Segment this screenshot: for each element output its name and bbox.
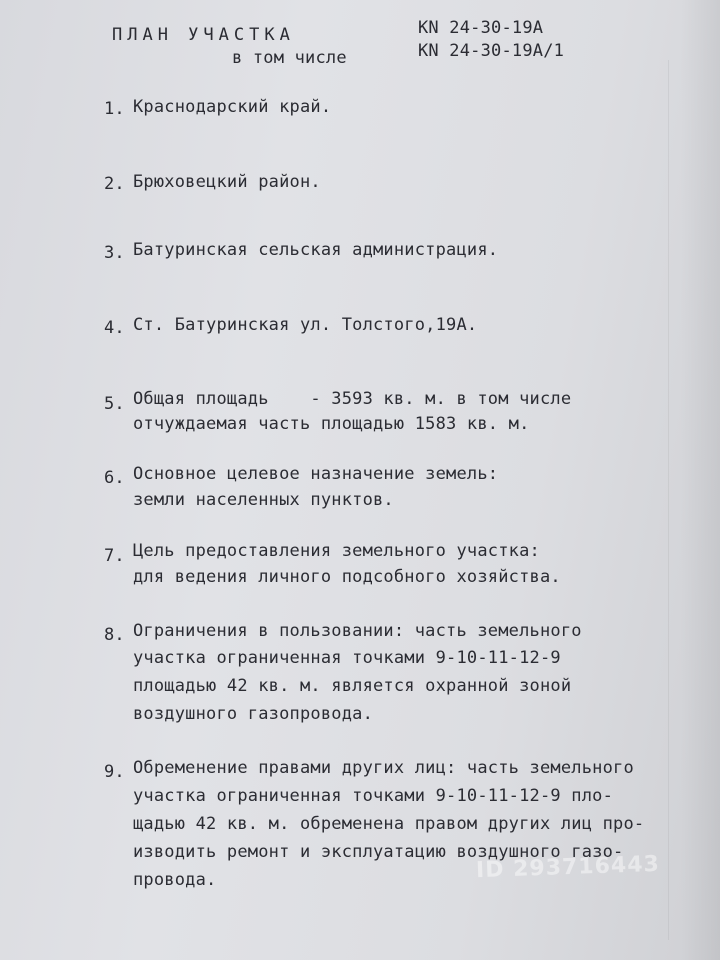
item-8-line-3: площадью 42 кв. м. является охранной зоной (133, 676, 572, 696)
item-8-line-2: участка ограниченная точками 9-10-11-12-9 (133, 648, 561, 668)
item-5-number: 5. (104, 394, 125, 414)
item-9-line-5: провода. (133, 870, 217, 890)
item-9-line-1: Обременение правами других лиц: часть земельного (133, 758, 634, 778)
item-9-line-2: участка ограниченная точками 9-10-11-12-9 пло- (133, 786, 614, 806)
item-3-number: 3. (104, 243, 125, 263)
item-3-line-1: Батуринская сельская администрация. (133, 240, 499, 260)
item-9-line-3: щадью 42 кв. м. обременена правом других лиц про- (133, 814, 645, 834)
item-7-line-1: Цель предоставления земельного участка: (133, 541, 540, 561)
document-title: ПЛАН УЧАСТКА (112, 25, 295, 45)
item-8-line-4: воздушного газопровода. (133, 704, 374, 724)
item-2-line-1: Брюховецкий район. (133, 172, 321, 192)
item-9-number: 9. (104, 762, 125, 782)
watermark: ID 293716443 (475, 851, 661, 884)
item-6-line-2: земли населенных пунктов. (133, 490, 394, 510)
item-5-line-1: Общая площадь - 3593 кв. м. в том числе (133, 389, 572, 409)
page-fold (668, 60, 669, 940)
item-7-line-2: для ведения личного подсобного хозяйства. (133, 567, 561, 587)
cadastral-code-main: KN 24-30-19А (418, 18, 544, 38)
item-1-line-1: Краснодарский край. (133, 97, 332, 117)
item-8-line-1: Ограничения в пользовании: часть земельного (133, 621, 582, 641)
document-subtitle: в том числе (232, 48, 347, 68)
item-4-line-1: Ст. Батуринская ул. Толстого,19А. (133, 315, 478, 335)
item-5-line-2: отчуждаемая часть площадью 1583 кв. м. (133, 414, 530, 434)
item-1-number: 1. (104, 99, 125, 119)
item-2-number: 2. (104, 174, 125, 194)
page-shadow (680, 0, 720, 960)
cadastral-code-sub: KN 24-30-19А/1 (418, 41, 565, 61)
item-8-number: 8. (104, 625, 125, 645)
item-7-number: 7. (104, 546, 125, 566)
item-9-line-4: изводить ремонт и эксплуатацию воздушного газо- (133, 842, 624, 862)
item-6-number: 6. (104, 468, 125, 488)
item-4-number: 4. (104, 318, 125, 338)
item-6-line-1: Основное целевое назначение земель: (133, 464, 499, 484)
